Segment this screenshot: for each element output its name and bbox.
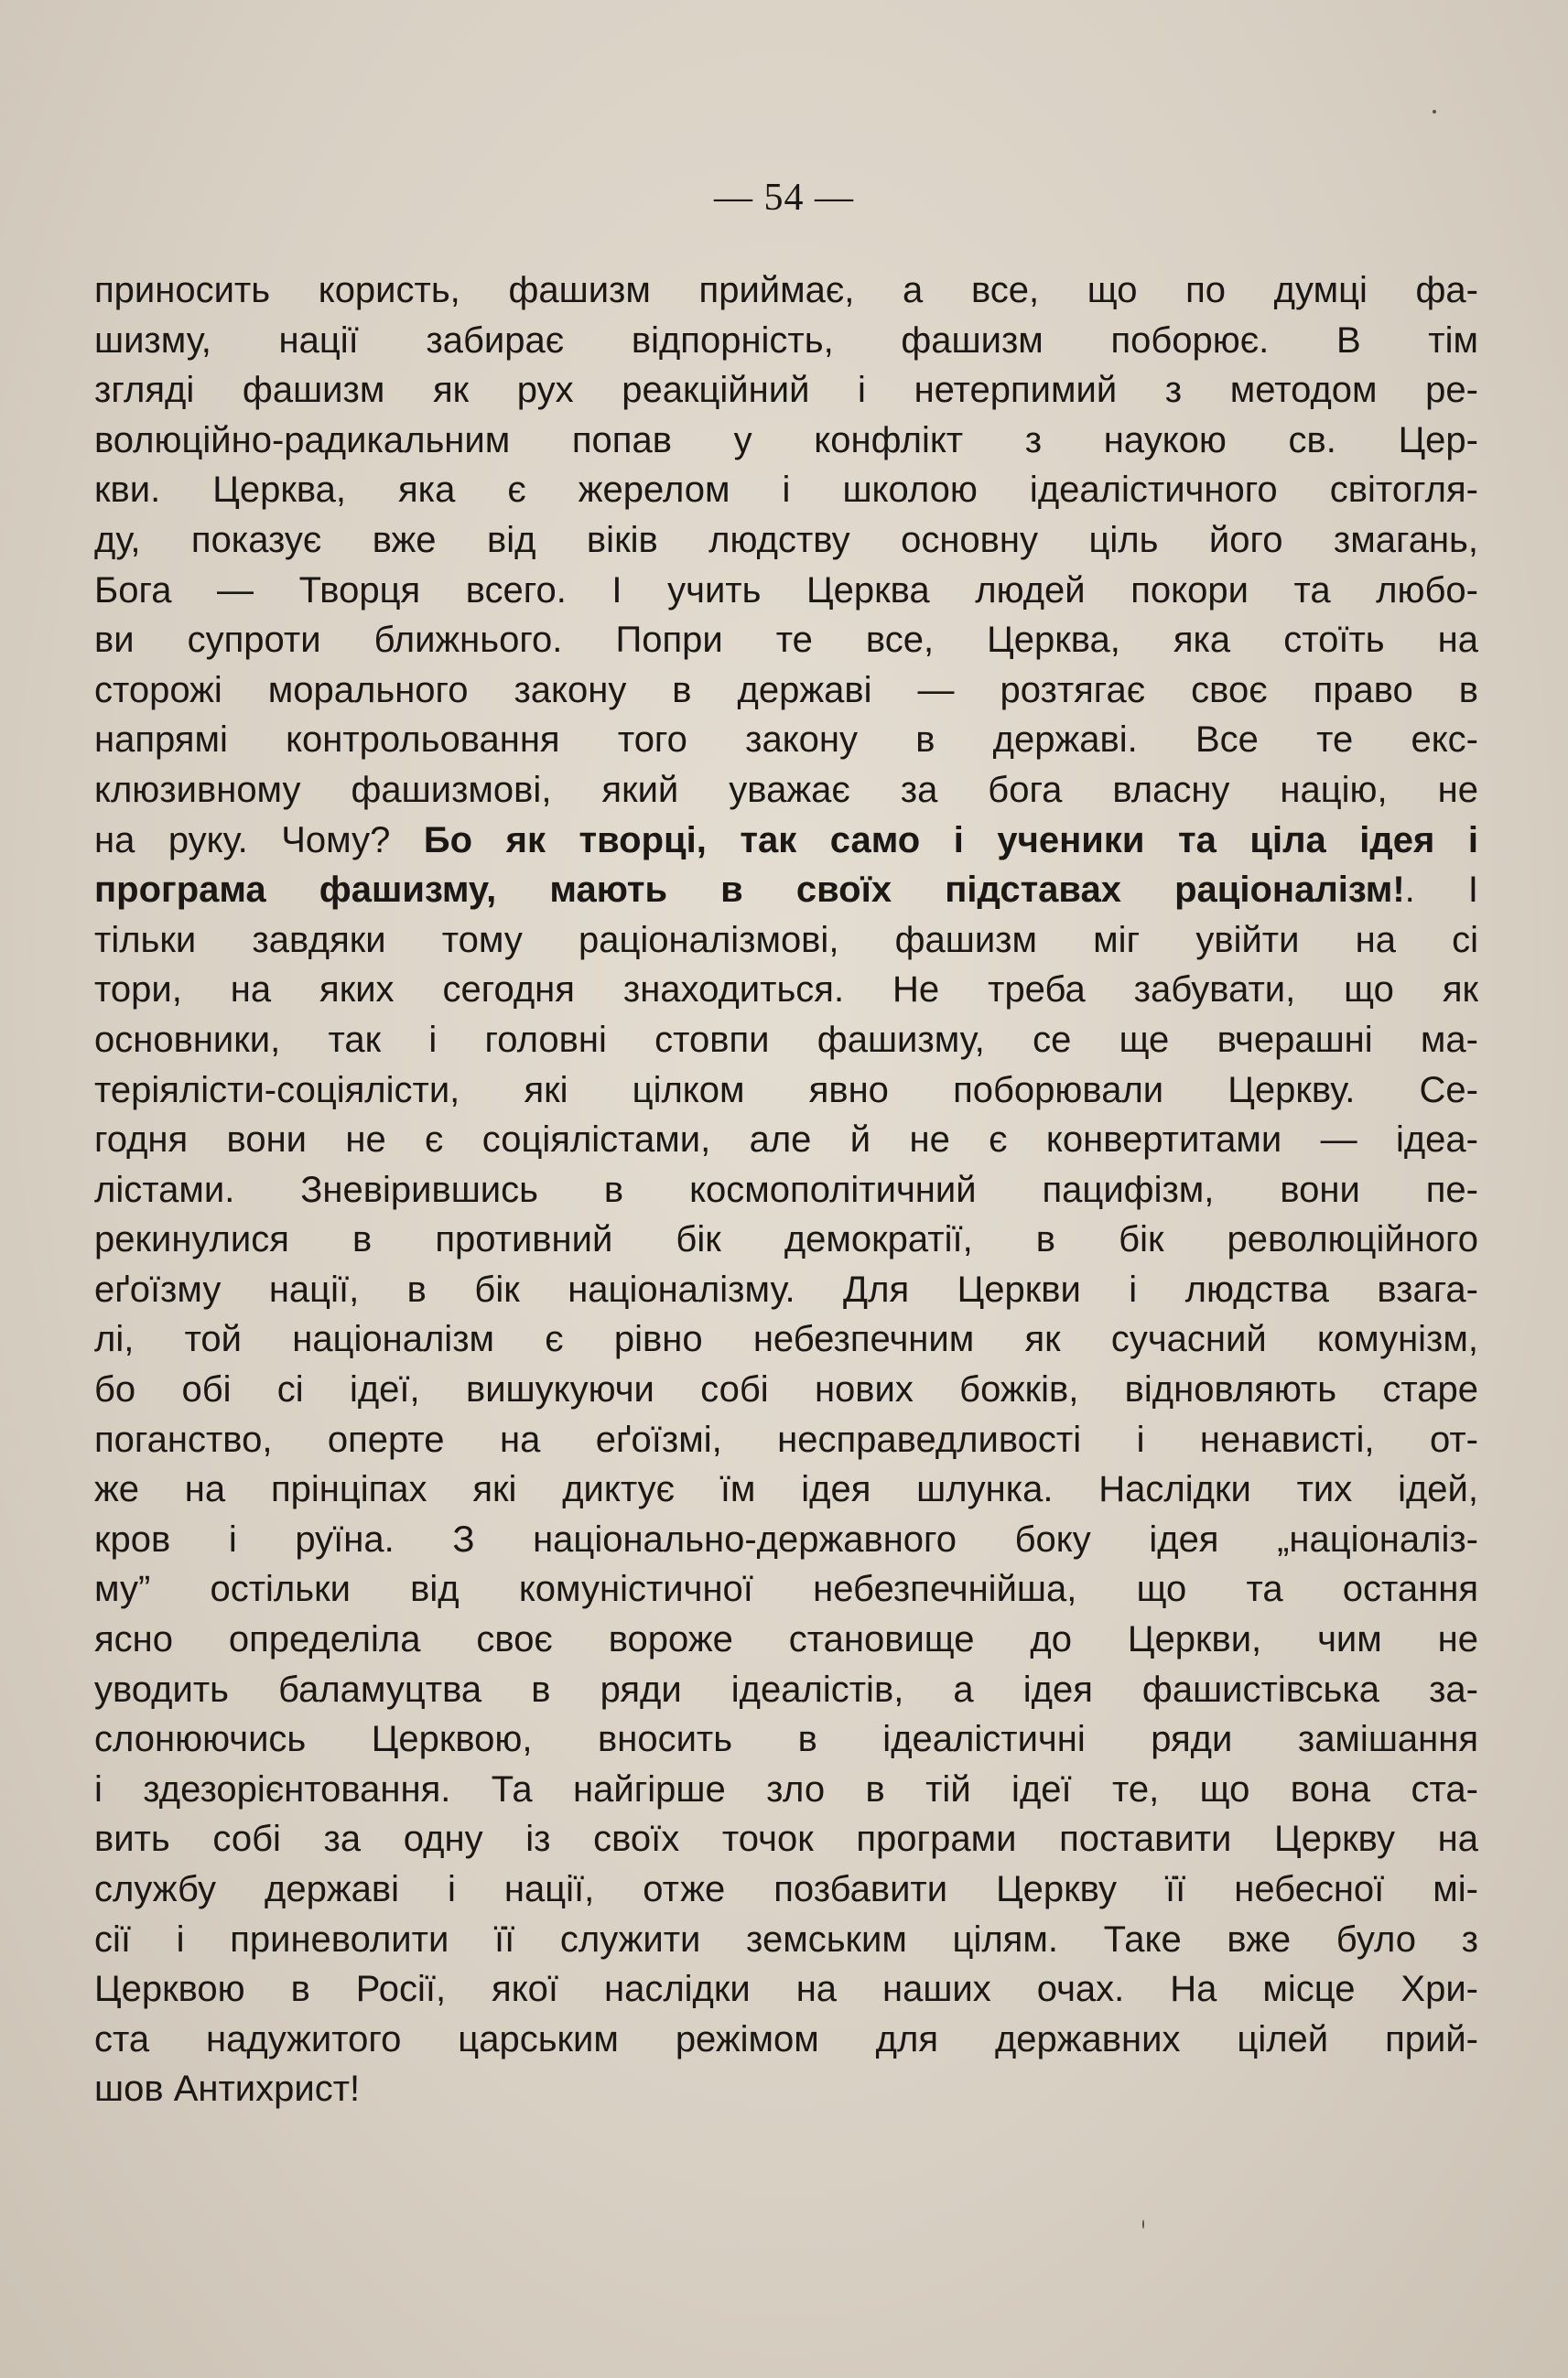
text-line xyxy=(94,416,1478,466)
text-segment: і здезорієнтовання. Та найгірше зло в тій ідеї те, що вона ста- xyxy=(94,1768,1478,1810)
text-segment: еґоїзму нації, в бік націоналізму. Для Церкви і людства взага- xyxy=(94,1269,1478,1310)
text-segment: волюційно-радикальним попав у конфлікт з наукою св. Цер- xyxy=(94,419,1478,460)
text-segment: лістами. Зневірившись в космополітичний пацифізм, вони пе- xyxy=(94,1169,1478,1210)
text-line xyxy=(94,1915,1478,1965)
text-segment: годня вони не є соціялістами, але й не є конвертитами — ідеа- xyxy=(94,1119,1478,1161)
text-line xyxy=(94,515,1478,566)
text-segment: же на прінціпах які диктує їм ідея шлунка. Наслідки тих ідей, xyxy=(94,1469,1478,1510)
text-segment: клюзивному фашизмові, який уважає за бога власну націю, не xyxy=(94,769,1478,810)
bold-text-segment: програма фашизму, мають в своїх підставах раціоналізм! xyxy=(94,870,1405,911)
text-line xyxy=(94,1065,1478,1116)
text-segment: кви. Церква, яка є жерелом і школою ідеалістичного світогля- xyxy=(94,470,1478,511)
text-segment: сії і приневолити її служити земським цілям. Таке вже було з xyxy=(94,1919,1478,1960)
body-text xyxy=(94,265,1478,2114)
text-line xyxy=(94,1314,1478,1365)
text-line xyxy=(94,816,1478,866)
text-segment: сторожі морального закону в державі — розтягає своє право в xyxy=(94,669,1478,710)
text-segment: основники, так і головні стовпи фашизму, се ще вчерашні ма- xyxy=(94,1019,1478,1060)
text-segment: ясно определіла своє вороже становище до Церкви, чим не xyxy=(94,1619,1478,1660)
text-line xyxy=(94,365,1478,416)
text-line xyxy=(94,1964,1478,2015)
text-line xyxy=(94,665,1478,716)
text-line xyxy=(94,566,1478,616)
text-line xyxy=(94,316,1478,366)
text-line xyxy=(94,1814,1478,1865)
text-line xyxy=(94,265,1478,316)
text-line xyxy=(94,1665,1478,1715)
text-line xyxy=(94,465,1478,515)
text-line xyxy=(94,1515,1478,1565)
text-line xyxy=(94,1615,1478,1665)
text-line xyxy=(94,1015,1478,1065)
paper-speck xyxy=(1433,110,1436,113)
text-line xyxy=(94,1765,1478,1815)
text-segment: шизму, нації забирає відпорність, фашизм поборює. В тім xyxy=(94,319,1478,361)
text-segment: згляді фашизм як рух реакційний і нетерпимий з методом ре- xyxy=(94,370,1478,411)
text-line xyxy=(94,1465,1478,1515)
text-line xyxy=(94,1365,1478,1415)
text-segment: му” остільки від комуністичної небезпечнійша, що та остання xyxy=(94,1569,1478,1610)
text-segment: Церквою в Росії, якої наслідки на наших очах. На місце Хри- xyxy=(94,1969,1478,2010)
text-segment: бо обі сі ідеї, вишукуючи собі нових божків, відновляють старе xyxy=(94,1369,1478,1411)
text-line xyxy=(94,2015,1478,2065)
bold-text-segment: Бо як творці, так само і ученики та ціла ідея і xyxy=(423,819,1478,860)
text-segment: ви супроти ближнього. Попри те все, Церква, яка стоїть на xyxy=(94,620,1478,661)
text-line xyxy=(94,1115,1478,1165)
text-segment: на руку. Чому? xyxy=(94,819,424,860)
text-line xyxy=(94,765,1478,816)
paper-speck xyxy=(1142,2220,1144,2229)
text-segment: вить собі за одну із своїх точок програми поставити Церкву на xyxy=(94,1819,1478,1860)
page-number: — 54 — xyxy=(714,177,854,219)
text-line xyxy=(94,1165,1478,1216)
text-line xyxy=(94,1215,1478,1265)
text-segment: рекинулися в противний бік демократії, в бік революційного xyxy=(94,1219,1478,1260)
text-line xyxy=(94,1714,1478,1765)
text-segment: тільки завдяки тому раціоналізмові, фашизм міг увійти на сі xyxy=(94,919,1478,960)
text-line xyxy=(94,865,1478,915)
text-line xyxy=(94,1564,1478,1615)
text-segment: кров і руїна. З національно-державного боку ідея „націоналіз- xyxy=(94,1519,1478,1560)
text-segment: приносить користь, фашизм приймає, а все, що по думці фа- xyxy=(94,270,1478,310)
text-segment: уводить баламуцтва в ряди ідеалістів, а ідея фашистівська за- xyxy=(94,1669,1478,1710)
text-line xyxy=(94,965,1478,1015)
text-segment: ста надужитого царським режімом для державних цілей прий- xyxy=(94,2018,1478,2059)
text-line xyxy=(94,715,1478,765)
text-segment: поганство, оперте на еґоїзмі, несправедливості і ненависті, от- xyxy=(94,1419,1478,1460)
text-segment: Бога — Творця всего. І учить Церква людей покори та любо- xyxy=(94,569,1478,611)
text-line xyxy=(94,615,1478,665)
text-segment: теріялісти-соціялісти, які цілком явно поборювали Церкву. Се- xyxy=(94,1069,1478,1110)
text-segment: ду, показує вже від віків людству основну ціль його змагань, xyxy=(94,519,1478,560)
text-segment: напрямі контрольовання того закону в державі. Все те екс- xyxy=(94,719,1478,761)
text-segment: . І xyxy=(1404,870,1478,911)
text-line xyxy=(94,1415,1478,1465)
text-segment: лі, той націоналізм є рівно небезпечним як сучасний комунізм, xyxy=(94,1319,1478,1360)
text-segment: слонюючись Церквою, вносить в ідеалістичні ряди замішання xyxy=(94,1719,1478,1760)
text-line xyxy=(94,915,1478,966)
text-line xyxy=(94,2064,1478,2114)
text-line xyxy=(94,1265,1478,1315)
text-segment: шов Антихрист! xyxy=(94,2069,361,2110)
text-segment: службу державі і нації, отже позбавити Церкву її небесної мі- xyxy=(94,1869,1478,1909)
text-segment: тори, на яких сегодня знаходиться. Не треба забувати, що як xyxy=(94,969,1478,1011)
text-line xyxy=(94,1865,1478,1915)
